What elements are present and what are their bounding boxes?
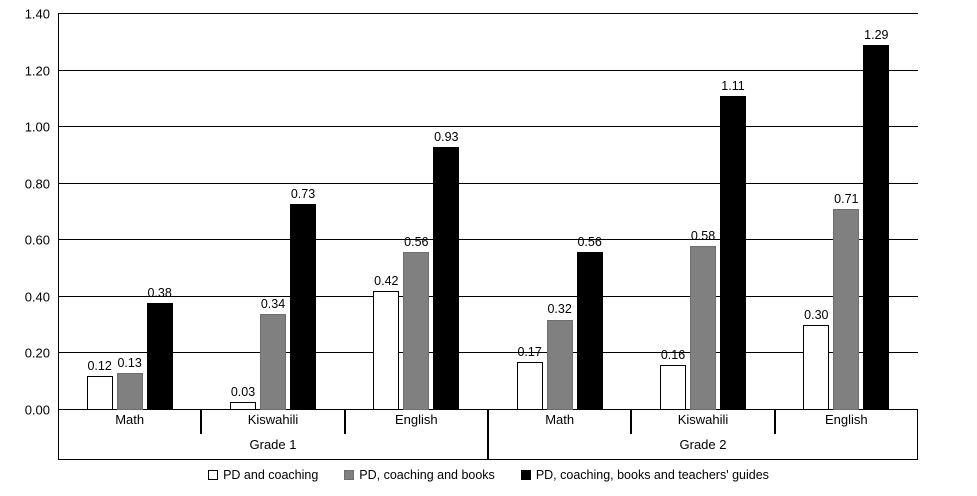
bar-value-label: 0.73	[290, 186, 316, 201]
bar-value-label: 0.93	[434, 129, 459, 144]
bar-value-label: 0.03	[230, 384, 256, 399]
gridline	[58, 70, 918, 71]
bar-value-label: 0.12	[87, 359, 112, 374]
bar	[147, 303, 173, 410]
legend-label: PD and coaching	[223, 468, 319, 482]
bar	[87, 376, 113, 410]
legend-swatch-icon	[344, 470, 354, 480]
legend-item	[344, 468, 495, 482]
group-label: Grade 1	[249, 437, 297, 452]
y-tick-label: 0.20	[24, 345, 50, 361]
bar-value-label: 0.30	[804, 308, 829, 323]
bar-value-label: 0.58	[690, 228, 716, 243]
legend-label: PD, coaching, books and teachers' guides	[535, 468, 769, 482]
bar-value-label: 0.17	[517, 344, 542, 359]
y-tick-label: 0.80	[24, 176, 50, 192]
bar	[547, 320, 573, 411]
bar	[690, 246, 716, 410]
bar	[230, 402, 256, 410]
gridline	[58, 239, 918, 240]
group-label: Grade 2	[679, 437, 727, 452]
legend-item	[521, 468, 769, 482]
legend-swatch-icon	[521, 470, 531, 480]
gridline	[58, 183, 918, 184]
bar-value-label: 0.13	[117, 356, 142, 371]
gridline	[58, 13, 918, 14]
bar-value-label: 0.56	[577, 234, 602, 249]
bar-value-label: 0.34	[260, 296, 286, 311]
category-label: Math	[545, 412, 575, 427]
bar	[660, 365, 686, 410]
gridline	[58, 296, 918, 297]
category-label: English	[395, 412, 438, 427]
category-label: English	[825, 412, 868, 427]
chart-legend	[0, 468, 977, 482]
bar-value-label: 0.71	[834, 192, 859, 207]
bar	[117, 373, 143, 410]
bar	[803, 325, 829, 410]
y-axis-labels	[0, 6, 50, 418]
legend-label: PD, coaching and books	[359, 468, 495, 482]
category-axis	[58, 410, 918, 466]
category-label: Kiswahili	[677, 412, 729, 427]
bar	[403, 252, 429, 410]
y-tick-label: 1.20	[24, 63, 50, 79]
category-label: Kiswahili	[247, 412, 299, 427]
bar	[833, 209, 859, 410]
bar-value-label: 0.32	[547, 302, 572, 317]
y-tick-label: 0.00	[24, 402, 50, 418]
y-tick-label: 1.00	[24, 119, 50, 135]
category-label: Math	[115, 412, 145, 427]
bar	[260, 314, 286, 410]
y-tick-label: 0.40	[24, 289, 50, 305]
bar	[290, 204, 316, 410]
bar-value-label: 0.38	[147, 285, 172, 300]
plot-area	[58, 14, 918, 410]
gridline	[58, 352, 918, 353]
y-tick-label: 1.40	[24, 6, 50, 22]
bar	[433, 147, 459, 410]
y-axis-line	[58, 14, 59, 410]
gridline	[58, 126, 918, 127]
y-tick-label: 0.60	[24, 232, 50, 248]
bar	[720, 96, 746, 410]
legend-item	[208, 468, 318, 482]
bar-value-label: 0.16	[660, 347, 686, 362]
legend-swatch-icon	[208, 470, 218, 480]
bar	[863, 45, 889, 410]
bar	[373, 291, 399, 410]
bar-value-label: 1.11	[721, 79, 745, 94]
bar-value-label: 1.29	[864, 28, 889, 43]
bar	[577, 252, 603, 410]
bar	[517, 362, 543, 410]
bar-value-label: 0.56	[404, 234, 429, 249]
bar-value-label: 0.42	[374, 274, 399, 289]
